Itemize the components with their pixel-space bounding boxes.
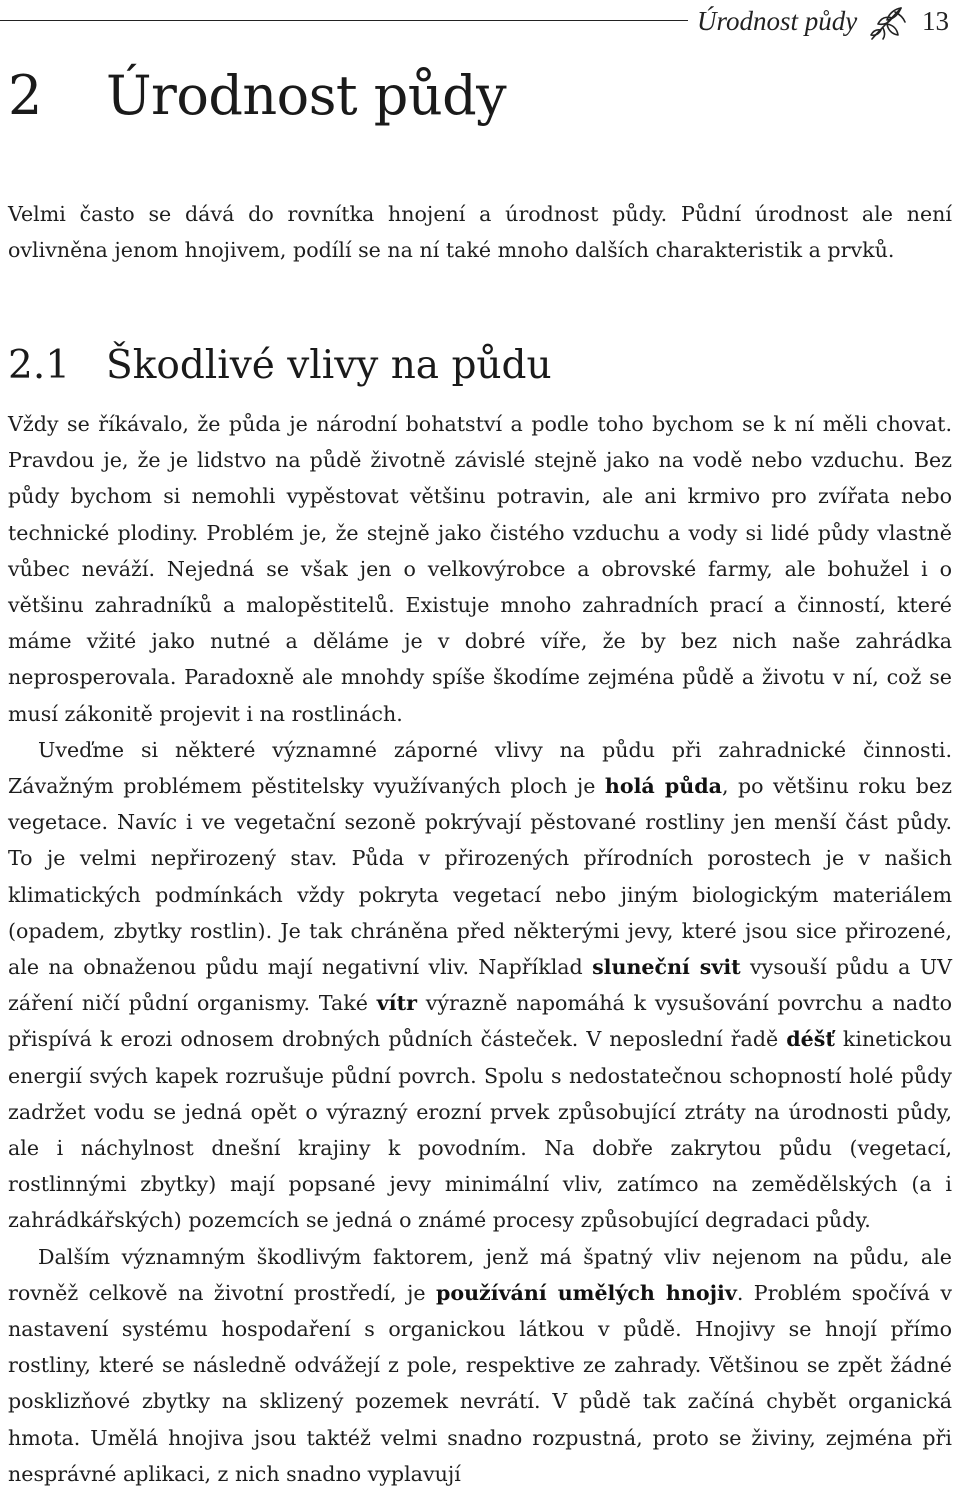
bold-term-rain: déšť bbox=[786, 1027, 835, 1052]
running-title: Úrodnost půdy bbox=[697, 6, 858, 36]
paragraph-2-text-a: Uveďme si některé významné záporné vlivy na půdu při zahradnické činnosti. Závažným problémem pěstitelsky využívaných ploch je bbox=[8, 737, 952, 799]
section-number: 2.1 bbox=[8, 343, 71, 388]
leaf-ornament-icon bbox=[868, 2, 908, 42]
paragraph-3 bbox=[8, 1239, 952, 1492]
intro-block bbox=[8, 196, 952, 268]
paragraph-2-text-e: kinetickou energií svých kapek rozrušuje půdní povrch. Spolu s nedostatečnou schopností holé půdy zadržet vodu se jedná opět o výrazný erozní prvek způsobující ztráty na úrodnosti půdy, ale i náchylnost dnešní krajiny k povodním. Na dobře zakrytou půdu (vegetací, rostlinnými zbytky) mají popsané jevy minimální vliv, zatímco na zemědělských (a i zahrádkářských) pozemcích se jedná o známé procesy způsobující degradaci půdy. bbox=[8, 1027, 952, 1233]
paragraph-1: Vždy se říkávalo, že půda je národní bohatství a podle toho bychom se k ní měli chovat. Pravdou je, že je lidstvo na půdě životně závislé stejně jako na vodě nebo vzduchu. Bez půdy bychom si nemohli vypěstovat většinu potravin, ale ani krmivo pro zvířata nebo technické plodiny. Problém je, že stejně jako čistého vzduchu a vody si lidé půdy vlastně vůbec neváží. Nejedná se však jen o velkovýrobce a obrovské farmy, ale bohužel i o většinu zahradníků a malopěstitelů. Existuje mnoho zahradních prací a činností, které máme vžité jako nutné a děláme je v dobré víře, že by bez nich naše zahrádka neprosperovala. Paradoxně ale mnohdy spíše škodíme zejména půdě a životu v ní, což se musí zákonitě projevit i na rostlinách. bbox=[8, 412, 952, 726]
page-number: 13 bbox=[922, 6, 949, 36]
chapter-number: 2 bbox=[8, 64, 42, 127]
bold-term-bare-soil: holá půda bbox=[604, 774, 722, 799]
paragraph-3-text-a: Dalším významným škodlivým faktorem, jenž má špatný vliv nejenom na půdu, ale rovněž celkově na životní prostředí, je bbox=[8, 1244, 952, 1305]
section-title: Škodlivé vlivy na půdu bbox=[106, 343, 552, 388]
paragraph-2-text-b: , po většinu roku bez vegetace. Navíc i ve vegetační sezoně pokrývají pěstované rostliny jen menší část půdy. To je velmi nepřirozený stav. Půda v přirozených přírodních porostech je v našich klimatických podmínkách vždy pokryta vegetací nebo jiným biologickým materiálem (opadem, zbytky rostlin). Je tak chráněna před některými jevy, které jsou sice přirozené, ale na obnaženou půdu mají negativní vliv. Například bbox=[8, 774, 952, 980]
paragraph-2-text-d: výrazně napomáhá k vysušování povrchu a nadto přispívá k erozi odnosem drobných půdních částeček. V neposlední řadě bbox=[8, 991, 952, 1052]
section-heading bbox=[8, 336, 552, 396]
intro-paragraph: Velmi často se dává do rovnítka hnojení a úrodnost půdy. Půdní úrodnost ale není ovlivněna jenom hnojivem, podílí se na ní také mnoho dalších charakteristik a prvků. bbox=[8, 202, 952, 263]
running-header bbox=[0, 0, 960, 50]
chapter-heading bbox=[8, 58, 506, 134]
paragraph-3-text-b: . Problém spočívá v nastavení systému hospodaření s organickou látkou v půdě. Hnojivy se hnojí přímo rostliny, které se následně odvážejí z pole, respektive ze zahrady. Většinou se zpět žádné posklizňové zbytky na sklizený pozemek nevrátí. V půdě tak začíná chybět organická hmota. Umělá hnojiva jsou taktéž velmi snadno rozpustná, proto se živiny, zejména při nesprávné aplikaci, z nich snadno vyplavují bbox=[8, 1280, 952, 1486]
bold-term-fertilizers: používání umělých hnojiv bbox=[435, 1280, 737, 1305]
section-body bbox=[8, 406, 952, 1492]
paragraph-2 bbox=[8, 732, 952, 1239]
paragraph-2-text-c: vysouší půdu a UV záření ničí půdní organismy. Také bbox=[8, 955, 952, 1016]
bold-term-wind: vítr bbox=[376, 991, 417, 1016]
bold-term-sunshine: sluneční svit bbox=[592, 955, 741, 980]
chapter-title: Úrodnost půdy bbox=[106, 64, 507, 127]
header-rule bbox=[0, 20, 688, 21]
